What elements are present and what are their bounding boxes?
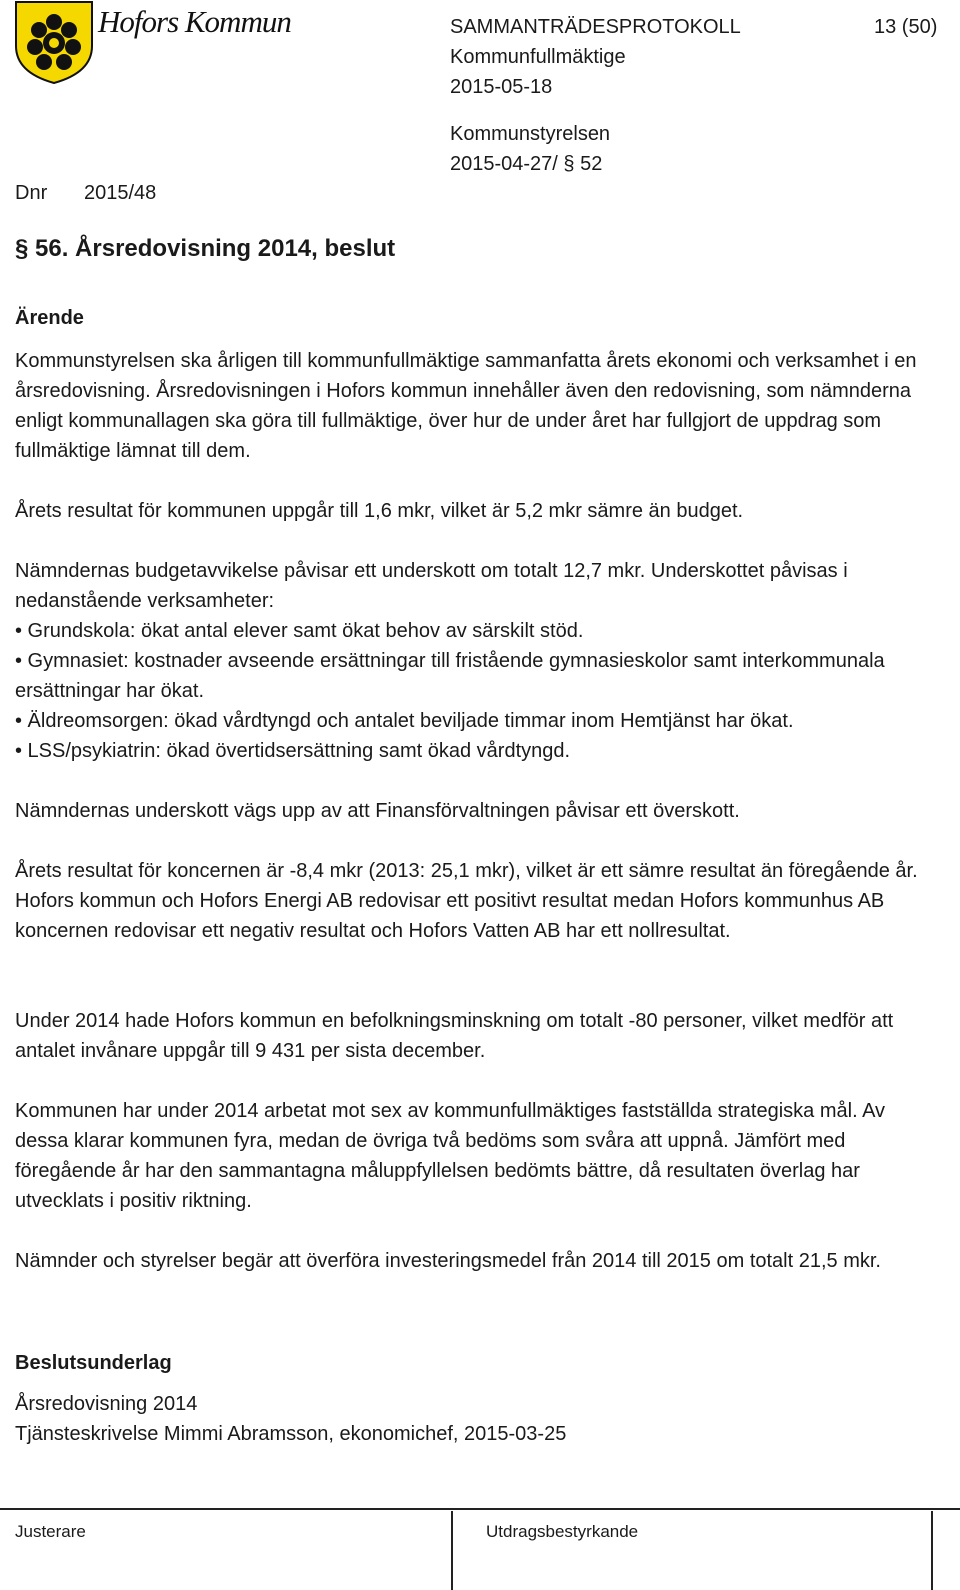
brand-name: Hofors Kommun [98,4,291,39]
meeting-date: 2015-05-18 [450,76,553,98]
meeting-body: Kommunfullmäktige [450,46,626,68]
paragraph-population: Under 2014 hade Hofors kommun en befolkningsminskning om totalt -80 personer, vilket medför att antalet invånare uppgår till 9 431 per sista december. [15,1010,894,1062]
section-title: § 56. Årsredovisning 2014, beslut [15,235,396,262]
paragraph-group-result: Årets resultat för koncernen är -8,4 mkr (2013: 25,1 mkr), vilket är ett sämre resultat än föregående år. Hofors kommun och Hofors Energi AB redovisar ett positivt resultat medan Hofors kommunhus AB koncernen redovisar ett negativ resultat och Hofors Vatten AB har ett nollresultat. [15,860,918,942]
paragraph-municipal-result: Årets resultat för kommunen uppgår till 1,6 mkr, vilket är 5,2 mkr sämre än budget. [15,500,744,522]
source-body: Kommunstyrelsen [450,123,611,145]
dnr-value: 2015/48 [84,182,157,204]
justerare-label: Justerare [15,1522,86,1541]
paragraph-investments: Nämnder och styrelser begär att överföra investeringsmedel från 2014 till 2015 om totalt 21,5 mkr. [15,1250,881,1272]
dnr-label: Dnr [15,182,48,204]
protocol-title: SAMMANTRÄDESPROTOKOLL [450,16,741,38]
beslutsunderlag-heading: Beslutsunderlag [15,1352,172,1374]
hofors-coat-of-arms-logo [14,0,94,84]
arende-heading: Ärende [15,307,84,329]
paragraph-strategic-goals: Kommunen har under 2014 arbetat mot sex av kommunfullmäktiges fastställda strategiska mål. Av dessa klarar kommunen fyra, medan de övriga två bedöms som svåra att uppnå. Jämfört med föregående år har den sammantagna måluppfyllelsen bedömts bättre, då resultaten överlag har utvecklats i positiv riktning. [15,1100,886,1212]
page-number: 13 (50) [874,16,938,38]
paragraph-intro: Kommunstyrelsen ska årligen till kommunfullmäktige sammanfatta årets ekonomi och verksamhet i en årsredovisning. Årsredovisningen i Hofors kommun innehåller även den redovisning, som nämnderna enligt kommunallagen ska göra till fullmäktige, över hur de under året har fullgjort de uppdrag som fullmäktige lämnat till dem. [15,350,917,462]
source-reference: 2015-04-27/ § 52 [450,153,603,175]
beslutsunderlag-list: Årsredovisning 2014 Tjänsteskrivelse Mimmi Abramsson, ekonomichef, 2015-03-25 [15,1393,567,1445]
footer-rule [0,1508,960,1510]
utdragsbestyrkande-label: Utdragsbestyrkande [486,1522,639,1541]
paragraph-surplus: Nämndernas underskott vägs upp av att Finansförvaltningen påvisar ett överskott. [15,800,740,822]
paragraph-budget-deviation: Nämndernas budgetavvikelse påvisar ett underskott om totalt 12,7 mkr. Underskottet påvisas i nedanstående verksamheter: • Grundskola: ökat antal elever samt ökat behov av särskilt stöd. • Gymnasiet: kostnader avseende ersättningar till fristående gymnasieskolor samt interkommunala ersättningar har ökat. • Äldreomsorgen: ökad vårdtyngd och antalet beviljade timmar inom Hemtjänst har ökat. • LSS/psykiatrin: ökad övertidsersättning samt ökad vårdtyngd. [15,560,885,762]
